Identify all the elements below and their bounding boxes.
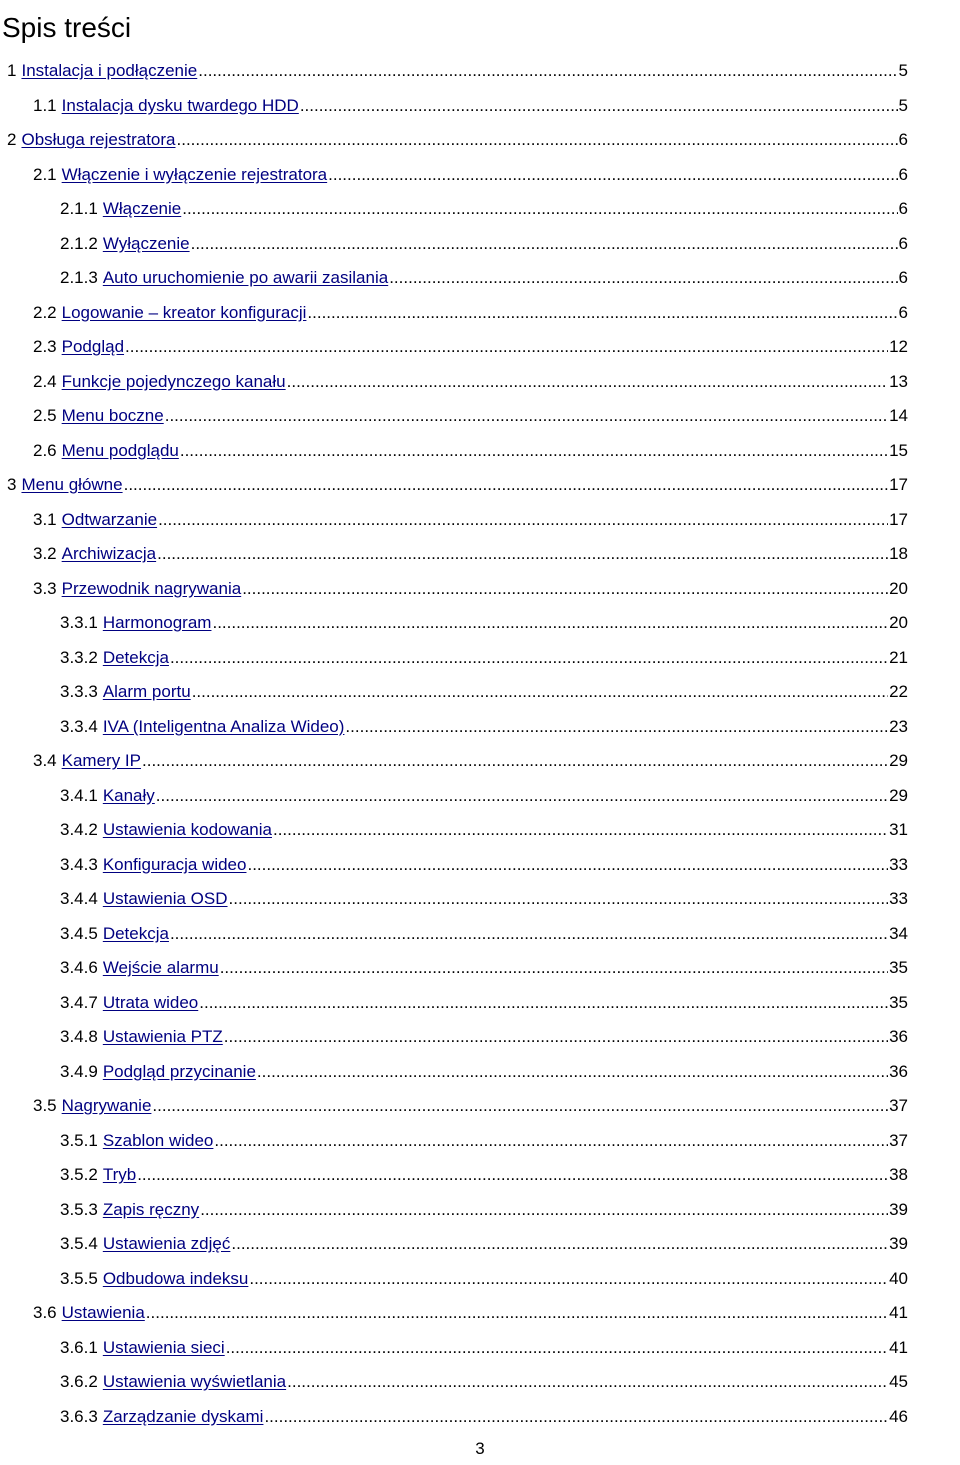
toc-entry-page: 36: [889, 1027, 908, 1046]
toc-entry-number: 3.6: [33, 1303, 57, 1322]
toc-entry[interactable]: [0, 227, 960, 262]
toc-entry-line: [60, 1020, 908, 1055]
toc-entry-page: 39: [889, 1199, 908, 1219]
toc-entry[interactable]: [0, 296, 960, 331]
toc-entry-number: 2.2: [33, 302, 57, 322]
toc-entry-line: [33, 744, 908, 779]
toc-dot-leader: [389, 261, 897, 296]
toc-entry-line: [60, 1400, 908, 1435]
toc-dot-leader: [180, 434, 888, 469]
toc-dot-leader: [214, 1124, 888, 1159]
toc-entry-line: [33, 537, 908, 572]
toc-entry[interactable]: [0, 1158, 960, 1193]
toc-entry-link[interactable]: Podgląd przycinanie: [102, 1061, 256, 1081]
toc-entry-number: 3.1: [33, 509, 57, 529]
toc-entry-link[interactable]: Instalacja dysku twardego HDD: [61, 95, 299, 115]
toc-entry[interactable]: [0, 1055, 960, 1090]
toc-entry-page: 36: [889, 1061, 908, 1081]
toc-entry-link[interactable]: Funkcje pojedynczego kanału: [61, 371, 286, 391]
toc-dot-leader: [157, 537, 888, 572]
toc-entry-page: 41: [889, 1337, 908, 1357]
toc-entry-line: [60, 1055, 908, 1090]
toc-dot-leader: [345, 710, 888, 745]
toc-entry-link[interactable]: Wyłączenie: [102, 233, 190, 253]
toc-entry[interactable]: [0, 606, 960, 641]
toc-entry[interactable]: [0, 1262, 960, 1297]
toc-entry-number: 3: [7, 475, 17, 494]
toc-entry-page: 41: [889, 1303, 908, 1322]
toc-entry-link[interactable]: Auto uruchomienie po awarii zasilania: [102, 268, 389, 287]
toc-entry-line: [60, 1227, 908, 1262]
toc-dot-leader: [242, 572, 888, 607]
toc-entry-number: 3.4.5: [60, 923, 98, 943]
toc-entry-link[interactable]: Zarządzanie dyskami: [102, 1406, 264, 1426]
toc-entry[interactable]: [0, 192, 960, 227]
toc-entry-link[interactable]: Alarm portu: [102, 682, 191, 701]
toc-entry-number: 3.2: [33, 544, 57, 563]
toc-dot-leader: [146, 1296, 888, 1331]
toc-entry-page: 6: [898, 130, 908, 149]
toc-entry-link[interactable]: Tryb: [102, 1165, 137, 1184]
toc-entry-page: 35: [889, 958, 908, 977]
toc-entry-page: 45: [889, 1372, 908, 1391]
toc-entry-page: 33: [889, 889, 908, 908]
toc-entry-page: 6: [898, 199, 908, 218]
toc-entry-link[interactable]: Archiwizacja: [61, 544, 157, 563]
toc-entry-number: 3.6.2: [60, 1372, 98, 1391]
toc-entry-link[interactable]: Obsługa rejestratora: [21, 130, 176, 149]
toc-entry-line: [60, 951, 908, 986]
toc-entry-line: [60, 813, 908, 848]
toc-dot-leader: [224, 1020, 888, 1055]
toc-entry-number: 3.4.4: [60, 889, 98, 908]
toc-entry[interactable]: [0, 54, 960, 89]
toc-dot-leader: [125, 330, 888, 365]
toc-entry-line: [60, 1262, 908, 1297]
toc-entry-page: 29: [889, 751, 908, 770]
toc-entry-page: 14: [889, 406, 908, 425]
toc-dot-leader: [226, 1331, 888, 1366]
toc-entry-line: [60, 1193, 908, 1228]
toc-entry-line: [33, 503, 908, 538]
toc-dot-leader: [264, 1400, 888, 1435]
toc-dot-leader: [199, 986, 888, 1021]
toc-entry-number: 3.5.1: [60, 1130, 98, 1150]
toc-entry-link[interactable]: Menu główne: [21, 475, 123, 494]
toc-dot-leader: [307, 296, 897, 331]
toc-dot-leader: [212, 606, 888, 641]
toc-entry-line: [7, 123, 908, 158]
toc-dot-leader: [165, 399, 888, 434]
toc-entry-page: 5: [898, 95, 908, 115]
toc-entry-number: 2: [7, 130, 17, 149]
toc-entry-number: 3.4.6: [60, 958, 98, 977]
toc-entry-number: 2.5: [33, 406, 57, 425]
toc-entry-link[interactable]: Ustawienia OSD: [102, 889, 228, 908]
toc-entry-page: 18: [889, 544, 908, 563]
toc-entry-link[interactable]: Utrata wideo: [102, 992, 199, 1012]
toc-entry-number: 3.3.2: [60, 647, 98, 667]
toc-entry-link[interactable]: Menu podglądu: [61, 440, 179, 460]
toc-dot-leader: [152, 1089, 888, 1124]
toc-entry-line: [60, 882, 908, 917]
toc-entry[interactable]: [0, 158, 960, 193]
toc-dot-leader: [273, 813, 888, 848]
toc-dot-leader: [177, 123, 898, 158]
toc-entry-number: 1.1: [33, 95, 57, 115]
toc-entry-line: [7, 468, 908, 503]
toc-entry[interactable]: [0, 917, 960, 952]
toc-dot-leader: [287, 365, 888, 400]
toc-entry[interactable]: [0, 1124, 960, 1159]
toc-entry-page: 35: [889, 992, 908, 1012]
toc-entry-page: 40: [889, 1268, 908, 1288]
toc-entry-link[interactable]: Konfiguracja wideo: [102, 854, 247, 874]
toc-entry-page: 22: [889, 682, 908, 701]
toc-entry-page: 5: [898, 61, 908, 80]
toc-entry[interactable]: [0, 537, 960, 572]
toc-entry-link[interactable]: Kanały: [102, 785, 155, 805]
toc-entry-page: 20: [889, 613, 908, 632]
toc-entry[interactable]: [0, 1089, 960, 1124]
toc-entry-link[interactable]: Detekcja: [102, 647, 169, 667]
toc-entry[interactable]: [0, 779, 960, 814]
toc-dot-leader: [191, 227, 898, 262]
toc-dot-leader: [220, 951, 888, 986]
toc-entry-page: 46: [889, 1406, 908, 1426]
toc-entry-line: [60, 1365, 908, 1400]
toc-entry-number: 2.3: [33, 337, 57, 356]
toc-entry-page: 20: [889, 578, 908, 598]
toc-entry-number: 3.6.1: [60, 1337, 98, 1357]
toc-entry[interactable]: [0, 434, 960, 469]
toc-entry[interactable]: [0, 951, 960, 986]
toc-entry-number: 3.5.3: [60, 1199, 98, 1219]
toc-entry[interactable]: [0, 572, 960, 607]
toc-entry[interactable]: [0, 813, 960, 848]
toc-entry-link[interactable]: Ustawienia sieci: [102, 1337, 225, 1357]
toc-dot-leader: [156, 779, 888, 814]
toc-entry[interactable]: [0, 641, 960, 676]
toc-entry-link[interactable]: Ustawienia PTZ: [102, 1027, 223, 1046]
toc-entry-line: [33, 572, 908, 607]
toc-dot-leader: [328, 158, 897, 193]
toc-entry-number: 2.6: [33, 440, 57, 460]
toc-dot-leader: [158, 503, 888, 538]
toc-entry[interactable]: [0, 1227, 960, 1262]
toc-entry[interactable]: [0, 1331, 960, 1366]
toc-dot-leader: [247, 848, 888, 883]
toc-entry[interactable]: [0, 1020, 960, 1055]
toc-entry-line: [60, 710, 908, 745]
toc-entry-number: 3.4: [33, 751, 57, 770]
toc-dot-leader: [200, 1193, 888, 1228]
toc-entry-number: 3.5.5: [60, 1268, 98, 1288]
toc-entry[interactable]: [0, 503, 960, 538]
toc-dot-leader: [257, 1055, 888, 1090]
toc-entry-link[interactable]: Detekcja: [102, 923, 169, 943]
toc-entry-line: [60, 848, 908, 883]
toc-dot-leader: [249, 1262, 888, 1297]
toc-entry-line: [33, 434, 908, 469]
toc-entry-page: 17: [889, 475, 908, 494]
toc-entry-number: 3.5.4: [60, 1234, 98, 1253]
toc-entry[interactable]: [0, 986, 960, 1021]
toc-entry[interactable]: [0, 1296, 960, 1331]
toc-entry[interactable]: [0, 848, 960, 883]
toc-dot-leader: [198, 54, 897, 89]
toc-entry-link[interactable]: Odtwarzanie: [61, 509, 158, 529]
toc-entry[interactable]: [0, 1400, 960, 1435]
toc-entry-page: 13: [889, 371, 908, 391]
toc-entry-link[interactable]: Zapis ręczny: [102, 1199, 200, 1219]
toc-entry-page: 31: [889, 820, 908, 839]
toc-entry-page: 23: [889, 716, 908, 736]
toc-entry-link[interactable]: IVA (Inteligentna Analiza Wideo): [102, 716, 345, 736]
toc-entry[interactable]: [0, 1193, 960, 1228]
toc-entry-line: [60, 1158, 908, 1193]
toc-entry-page: 15: [889, 440, 908, 460]
toc-entry[interactable]: [0, 744, 960, 779]
toc-entry[interactable]: [0, 1365, 960, 1400]
toc-entry[interactable]: [0, 675, 960, 710]
toc-entry-link[interactable]: Ustawienia: [61, 1303, 145, 1322]
toc-entry-number: 2.1.2: [60, 233, 98, 253]
toc-entry-link[interactable]: Szablon wideo: [102, 1130, 214, 1150]
toc-entry[interactable]: [0, 710, 960, 745]
toc-entry[interactable]: [0, 365, 960, 400]
toc-entry-link[interactable]: Menu boczne: [61, 406, 164, 425]
toc-entry-page: 17: [889, 509, 908, 529]
toc-entry-link[interactable]: Odbudowa indeksu: [102, 1268, 249, 1288]
toc-entry[interactable]: [0, 89, 960, 124]
toc-entry-number: 3.3: [33, 578, 57, 598]
toc-entry-number: 2.1.3: [60, 268, 98, 287]
toc-dot-leader: [142, 744, 888, 779]
toc-entry-page: 33: [889, 854, 908, 874]
toc-entry-page: 21: [889, 647, 908, 667]
toc-entry-link[interactable]: Włączenie: [102, 199, 182, 218]
toc-entry-number: 3.3.4: [60, 716, 98, 736]
toc-entry[interactable]: [0, 261, 960, 296]
toc-entry-number: 3.4.9: [60, 1061, 98, 1081]
toc-entry-page: 6: [898, 268, 908, 287]
toc-entry-line: [33, 399, 908, 434]
toc-entry-number: 3.5: [33, 1096, 57, 1115]
toc-entry-number: 1: [7, 61, 17, 80]
toc-entry-number: 3.5.2: [60, 1165, 98, 1184]
toc-entry[interactable]: [0, 330, 960, 365]
toc-dot-leader: [170, 917, 888, 952]
toc-entry[interactable]: [0, 123, 960, 158]
toc-entry-line: [33, 158, 908, 193]
toc-dot-leader: [170, 641, 888, 676]
toc-entry-link[interactable]: Kamery IP: [61, 751, 141, 770]
toc-entry-line: [33, 1089, 908, 1124]
page-number: 3: [475, 1439, 485, 1458]
toc-entry-link[interactable]: Wejście alarmu: [102, 958, 219, 977]
toc-entry-number: 3.4.1: [60, 785, 98, 805]
toc-dot-leader: [287, 1365, 888, 1400]
toc-entry-line: [60, 675, 908, 710]
toc-entry-line: [7, 54, 908, 89]
toc-entry-line: [33, 330, 908, 365]
toc-dot-leader: [300, 89, 898, 124]
toc-entry-number: 3.6.3: [60, 1406, 98, 1426]
toc-entry-line: [33, 89, 908, 124]
toc-entry-link[interactable]: Instalacja i podłączenie: [21, 61, 198, 80]
toc-entry-page: 6: [898, 302, 908, 322]
toc-dot-leader: [229, 882, 889, 917]
toc-dot-leader: [231, 1227, 888, 1262]
toc-entry-line: [33, 1296, 908, 1331]
toc-dot-leader: [124, 468, 888, 503]
toc-entry-line: [60, 986, 908, 1021]
toc-entry-page: 34: [889, 923, 908, 943]
toc-entry-number: 2.1.1: [60, 199, 98, 218]
toc-entry-number: 3.4.7: [60, 992, 98, 1012]
toc-entry-number: 3.4.3: [60, 854, 98, 874]
toc-entry-page: 29: [889, 785, 908, 805]
toc-entry-line: [60, 606, 908, 641]
toc-entry-line: [60, 227, 908, 262]
toc-entry-link[interactable]: Harmonogram: [102, 613, 212, 632]
toc-dot-leader: [137, 1158, 888, 1193]
toc-entry-line: [60, 917, 908, 952]
toc-entry-link[interactable]: Podgląd: [61, 337, 125, 356]
toc-entry-page: 39: [889, 1234, 908, 1253]
page-title: Spis treści: [2, 12, 132, 43]
toc-entry-page: 6: [898, 164, 908, 184]
toc-entry-page: 38: [889, 1165, 908, 1184]
toc-entry-link[interactable]: Przewodnik nagrywania: [61, 578, 242, 598]
toc-entry-line: [60, 641, 908, 676]
toc-entry-link[interactable]: Włączenie i wyłączenie rejestratora: [61, 164, 328, 184]
toc-entry-page: 37: [889, 1130, 908, 1150]
toc-entry-number: 3.3.3: [60, 682, 98, 701]
toc-entry-page: 12: [889, 337, 908, 356]
toc-entry-link[interactable]: Nagrywanie: [61, 1096, 152, 1115]
toc-entry-line: [60, 1331, 908, 1366]
toc-entry-number: 3.4.8: [60, 1027, 98, 1046]
toc-entry-line: [60, 261, 908, 296]
table-of-contents: [0, 54, 960, 1434]
toc-entry-line: [33, 365, 908, 400]
toc-dot-leader: [192, 675, 888, 710]
toc-entry[interactable]: [0, 882, 960, 917]
toc-entry[interactable]: [0, 399, 960, 434]
toc-entry-line: [60, 1124, 908, 1159]
toc-entry-page: 6: [898, 233, 908, 253]
toc-entry-number: 3.4.2: [60, 820, 98, 839]
toc-entry-link[interactable]: Logowanie – kreator konfiguracji: [61, 302, 307, 322]
toc-entry-page: 37: [889, 1096, 908, 1115]
toc-entry-link[interactable]: Ustawienia zdjęć: [102, 1234, 231, 1253]
toc-entry-number: 2.4: [33, 371, 57, 391]
toc-entry-line: [60, 192, 908, 227]
toc-entry[interactable]: [0, 468, 960, 503]
toc-entry-line: [33, 296, 908, 331]
toc-dot-leader: [182, 192, 897, 227]
toc-entry-link[interactable]: Ustawienia kodowania: [102, 820, 272, 839]
toc-entry-line: [60, 779, 908, 814]
toc-entry-number: 3.3.1: [60, 613, 98, 632]
toc-entry-number: 2.1: [33, 164, 57, 184]
toc-entry-link[interactable]: Ustawienia wyświetlania: [102, 1372, 287, 1391]
